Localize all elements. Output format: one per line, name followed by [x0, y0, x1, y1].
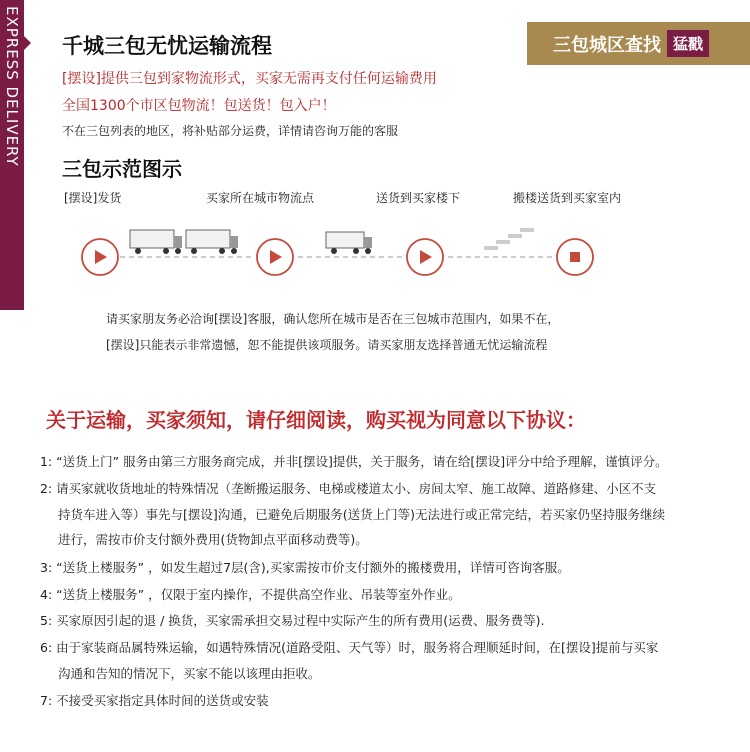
city-search-label[interactable]: 三包城区查找 — [553, 34, 661, 56]
sidebar-label: EXPRESS DELIVERY — [3, 6, 21, 167]
city-search-button[interactable]: 猛戳 — [667, 30, 709, 57]
intro-line-2: 全国1300个市区包物流！包送货！包入户！ — [62, 98, 336, 114]
agreement-line: 5: 买家原因引起的退 / 换货，买家需承担交易过程中实际产生的所有费用(运费、服务费等). — [40, 613, 545, 628]
agreement-line: 4: “送货上楼服务” ，仅限于室内操作，不提供高空作业、吊装等室外作业。 — [40, 587, 461, 602]
demo-title: 三包示范图示 — [62, 157, 182, 181]
agreement-line: 6: 由于家装商品属特殊运输，如遇特殊情况(道路受阻、天气等）时，服务将合理顺延时间，在[摆设]提前与买家 — [40, 640, 659, 655]
delivery-flow-diagram — [40, 218, 730, 298]
step-label-hub: 买家所在城市物流点 — [206, 191, 315, 205]
city-search-banner[interactable] — [527, 22, 750, 65]
play-icon — [257, 239, 293, 275]
demo-note-2: [摆设]只能表示非常遗憾，恕不能提供该项服务。请买家朋友选择普通无忧运输流程 — [106, 338, 548, 352]
agreement-line: 3: “送货上楼服务” ，如发生超过7层(含),买家需按市价支付额外的搬楼费用，详情可咨询客服。 — [40, 560, 570, 575]
agreement-title: 关于运输，买家须知，请仔细阅读，购买视为同意以下协议： — [46, 408, 586, 432]
agreement-line: 1: “送货上门” 服务由第三方服务商完成，并非[摆设]提供，关于服务，请在给[摆设]评分中给予理解，谨慎评分。 — [40, 454, 668, 469]
play-icon — [407, 239, 443, 275]
demo-note-1: 请买家朋友务必洽询[摆设]客服，确认您所在城市是否在三包城市范围内，如果不在， — [106, 312, 560, 326]
agreement-line: 沟通和告知的情况下，买家不能以该理由拒收。 — [58, 666, 321, 681]
agreement-line: 进行，需按市价支付额外费用(货物卸点平面移动费等)。 — [58, 532, 368, 547]
agreement-line: 持货车进入等）事先与[摆设]沟通，已避免后期服务(送货上门等)无法进行或正常完结，若买家仍坚持服务继续 — [58, 507, 666, 522]
truck-convoy-icon — [130, 230, 238, 254]
intro-line-3: 不在三包列表的地区，将补贴部分运费，详情请咨询万能的客服 — [62, 124, 399, 138]
step-label-downstairs: 送货到买家楼下 — [376, 191, 461, 205]
agreement-line: 7: 不接受买家指定具体时间的送货或安装 — [40, 693, 269, 708]
play-icon — [82, 239, 118, 275]
stairs-icon — [484, 228, 534, 250]
sidebar — [0, 0, 24, 310]
truck-icon — [326, 232, 372, 254]
step-label-indoor: 搬楼送货到买家室内 — [513, 191, 622, 205]
intro-line-1: [摆设]提供三包到家物流形式，买家无需再支付任何运输费用 — [62, 71, 437, 87]
step-label-ship: [摆设]发货 — [64, 191, 122, 205]
stop-icon — [557, 239, 593, 275]
sidebar-notch — [24, 36, 31, 50]
page-title: 千城三包无忧运输流程 — [62, 34, 272, 58]
agreement-line: 2: 请买家就收货地址的特殊情况（垄断搬运服务、电梯或楼道太小、房间太窄、施工故障、道路修建、小区不支 — [40, 481, 657, 496]
